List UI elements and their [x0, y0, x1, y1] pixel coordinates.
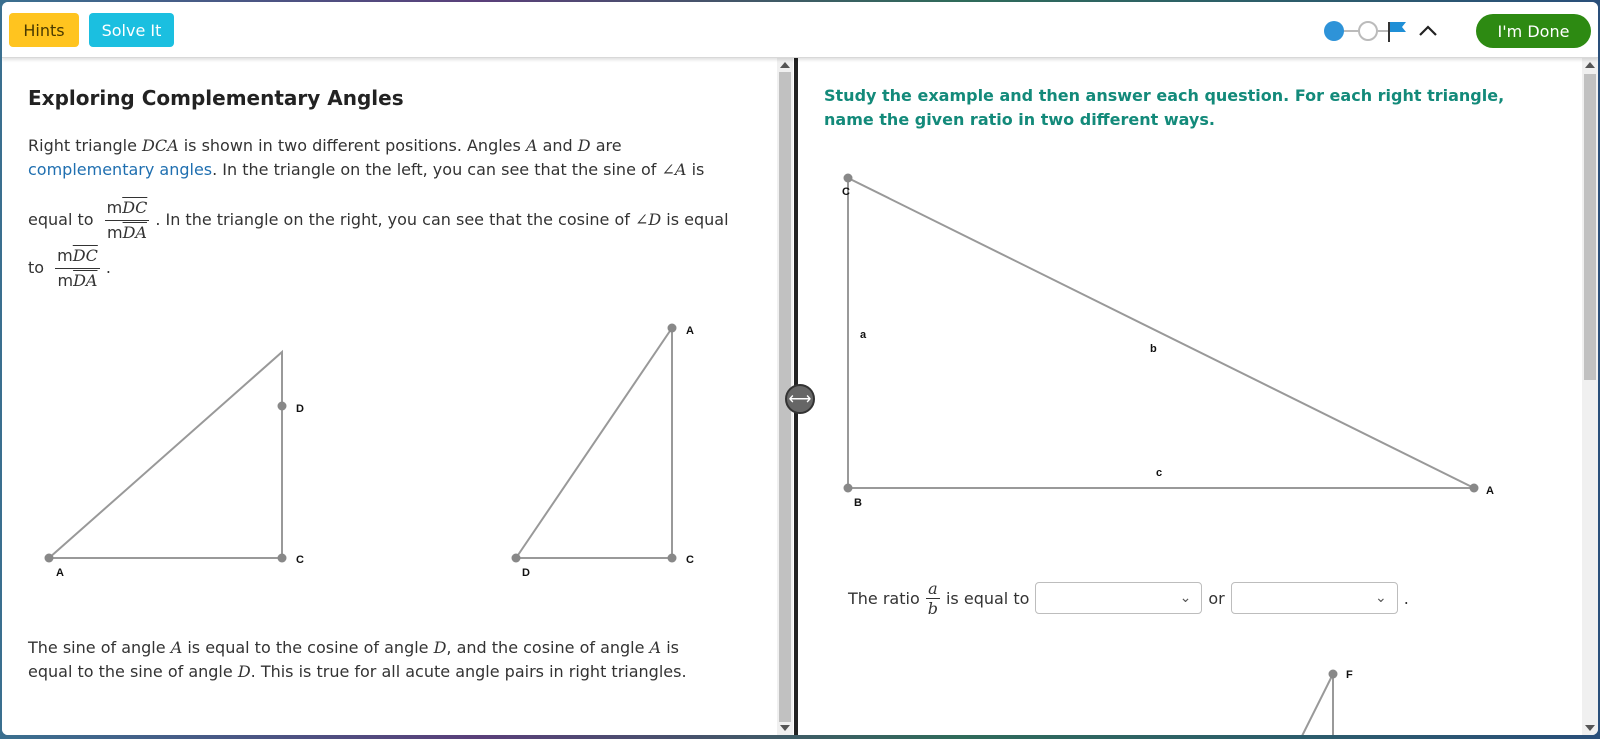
side-label-c: c [1156, 467, 1163, 479]
label-C: C [842, 186, 850, 198]
label-C-right: C [686, 554, 694, 566]
chevron-down-icon: ⌄ [1179, 590, 1192, 606]
label-D-left: D [296, 403, 304, 415]
toolbar [2, 2, 1598, 58]
right-scroll-thumb[interactable] [1584, 74, 1596, 380]
scroll-up-icon[interactable] [780, 62, 790, 68]
triangle-diagrams [2, 308, 767, 608]
left-pane [2, 58, 767, 735]
app-frame [2, 2, 1598, 735]
hints-button[interactable]: Hints [9, 13, 79, 47]
scroll-down-icon[interactable] [1585, 725, 1595, 731]
triangle-right [512, 324, 695, 580]
right-scrollbar[interactable] [1582, 58, 1598, 735]
label-F: F [1346, 669, 1353, 681]
complementary-angles-link[interactable]: complementary angles [28, 160, 213, 179]
right-pane [798, 58, 1580, 735]
progress-step-current[interactable] [1324, 21, 1344, 41]
label-A: A [1486, 485, 1494, 497]
page-title: Exploring Complementary Angles [28, 86, 404, 110]
next-triangle-partial [1278, 666, 1358, 735]
label-D-right: D [522, 567, 530, 579]
solve-it-button[interactable]: Solve It [89, 13, 174, 47]
example-triangle [798, 158, 1580, 518]
intro-paragraph: Right triangle DCA is shown in two different positions. Angles A and D are complementary angles. In the triangle on the left, you can see that the sine of ∠A is [28, 136, 705, 179]
flag-icon[interactable] [1389, 22, 1406, 42]
fraction-dc-da: $\frac{m\overline{DC}}{m\overline{DA}}$ [106, 198, 148, 242]
side-label-a: a [860, 329, 867, 341]
label-C-left: C [296, 554, 304, 566]
ratio-answer-select-2[interactable] [1231, 582, 1398, 614]
progress-step-next[interactable] [1359, 22, 1377, 40]
progress-indicator[interactable] [1322, 18, 1442, 44]
intro-paragraph-line3: equal to $\frac{m\overline{DC}}{m\overline{DA}}$ . In the triangle on the right, you can see that the cosine of ∠D is equal [28, 196, 748, 245]
chevron-up-icon[interactable] [1420, 27, 1436, 35]
triangle-left [45, 352, 305, 579]
label-A-right: A [686, 325, 694, 337]
content-panes [2, 58, 1598, 735]
im-done-button[interactable]: I'm Done [1476, 14, 1591, 48]
label-A-left: A [56, 567, 64, 579]
conclusion-paragraph: The sine of angle A is equal to the cosine of angle D, and the cosine of angle A is equal to the sine of angle D. This is true for all acute angle pairs in right triangles. [28, 638, 687, 681]
instruction-text: Study the example and then answer each question. For each right triangle, name the given ratio in two different ways. [824, 86, 1505, 129]
ratio-answer-select-1[interactable] [1035, 582, 1202, 614]
scroll-up-icon[interactable] [1585, 62, 1595, 68]
side-label-b: b [1150, 343, 1157, 355]
fraction-dc-da-2: $\frac{m\overline{DC}}{m\overline{DA}}$ [57, 246, 98, 290]
ratio-question: The ratio $\frac{a}{b}$ is equal to ⌄ or ⌄ . [848, 578, 1409, 618]
label-B: B [854, 497, 862, 509]
chevron-down-icon: ⌄ [1375, 590, 1387, 606]
intro-paragraph-line4: to $\frac{m\overline{DC}}{m\overline{DA}}$ . [28, 244, 748, 293]
scroll-down-icon[interactable] [780, 725, 790, 731]
resize-arrows-icon[interactable]: ⟷ [785, 384, 815, 414]
ratio-fraction: $\frac{a}{b}$ [927, 578, 938, 618]
